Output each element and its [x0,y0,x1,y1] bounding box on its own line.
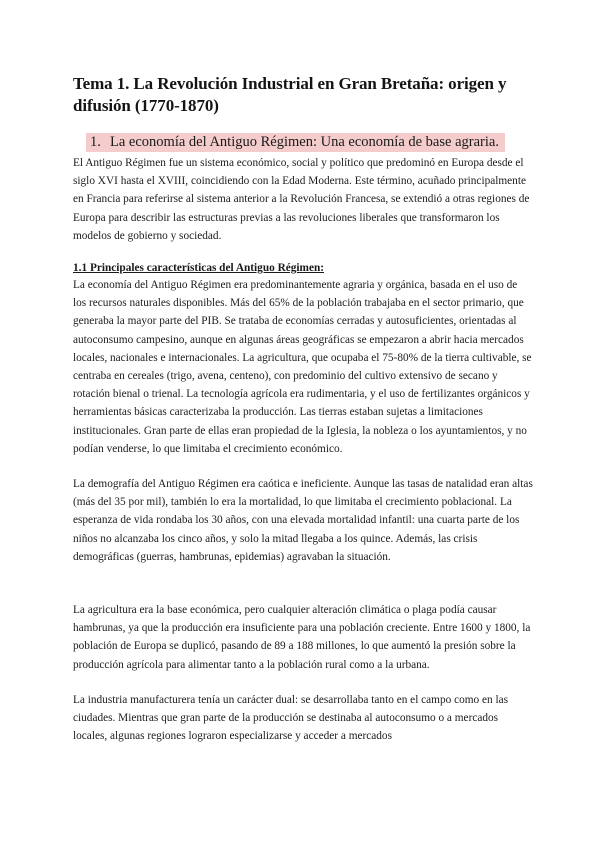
paragraph-agriculture: La agricultura era la base económica, pero cualquier alteración climática o plaga podía causar hambrunas, ya que la producción era insuficiente para una población creciente. Entre 1600 y 1800, la población de Europa se duplicó, pasando de 89 a 188 millones, lo que aumentó la presión sobre la producción agrícola para alimentar tanto a la población rural como a la urbana. [73,604,531,671]
section-heading [86,133,505,152]
paragraph-economy: La economía del Antiguo Régimen era predominantemente agraria y orgánica, basada en el uso de los recursos naturales disponibles. Más del 65% de la población trabajaba en el sector primario, que generaba la mayor parte del PIB. Se trataba de economías cerradas y autosuficientes, orientadas al autoconsumo campesino, aunque en algunas áreas geográficas se empezaron a abrir hacia mercados locales, nacionales e internacionales. La agricultura, que ocupaba el 75-80% de la tierra cultivable, se centraba en cereales (trigo, avena, centeno), con predominio del cultivo extensivo de secano y rotación bienal o trienal. La tecnología agrícola era rudimentaria, y el uso de fertilizantes orgánicos y herramientas básicas caracterizaba la producción. Las tierras estaban sujetas a limitaciones institucionales. Gran parte de ellas eran propiedad de la Iglesia, la nobleza o los ayuntamientos, y no podían venderse, lo que limitaba el crecimiento económico. [73,279,532,455]
subsection-heading: 1.1 Principales características del Antiguo Régimen: [73,262,324,274]
paragraph-demography: La demografía del Antiguo Régimen era caótica e ineficiente. Aunque las tasas de natalidad eran altas (más del 35 por mil), también lo era la mortalidad, lo que limitaba el crecimiento poblacional. La esperanza de vida rondaba los 30 años, con una elevada mortalidad infantil: una cuarta parte de los niños no alcanzaba los cinco años, y solo la mitad llegaba a los quince. Además, las crisis demográficas (guerras, hambrunas, epidemias) agravaban la situación. [73,478,533,563]
intro-paragraph: El Antiguo Régimen fue un sistema económico, social y político que predominó en Europa desde el siglo XVI hasta el XVIII, coincidiendo con la Edad Moderna. Este término, acuñado principalmente en Francia para referirse al sistema anterior a la Revolución Francesa, se extendió a otras regiones de Europa para describir las estructuras previas a las revoluciones liberales que transformaron los modelos de gobierno y sociedad. [73,157,530,242]
document-title: Tema 1. La Revolución Industrial en Gran Bretaña: origen y difusión (1770-1870) [73,74,507,115]
section-number: 1. [90,134,101,150]
paragraph-industry: La industria manufacturera tenía un carácter dual: se desarrollaba tanto en el campo como en las ciudades. Mientras que gran parte de la producción se destinaba al autoconsumo o a mercados locales, algunas regiones lograron especializarse y acceder a mercados [73,694,509,743]
section-heading-label: La economía del Antiguo Régimen: Una economía de base agraria. [110,134,499,150]
